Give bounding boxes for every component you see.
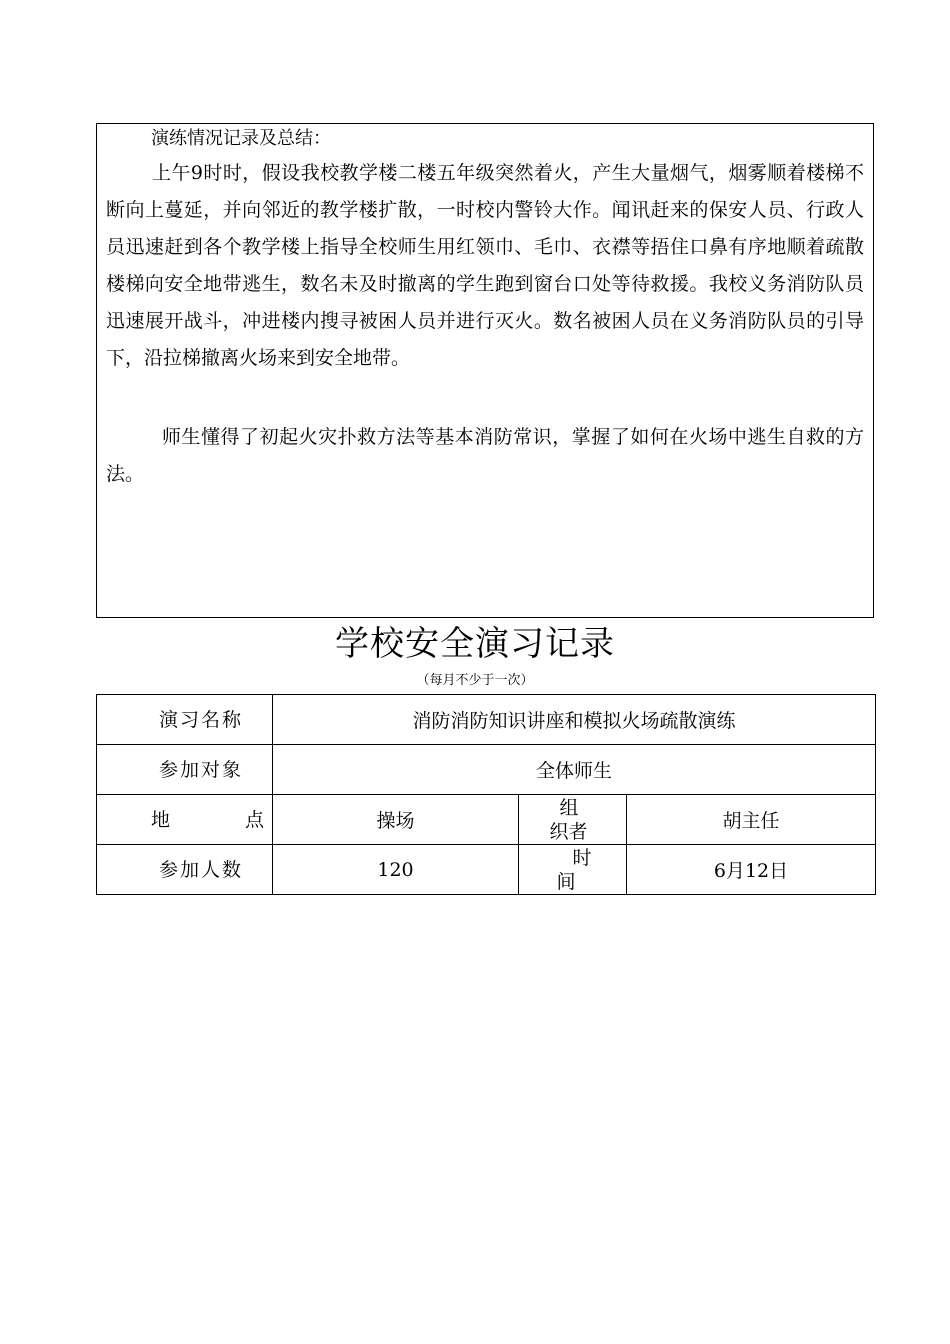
- organizer-label: 组织者: [549, 796, 588, 843]
- drill-name-label: 演习名称: [159, 708, 244, 731]
- time-value: 6月12日: [627, 845, 876, 895]
- table-row: [97, 795, 876, 845]
- location-value: 操场: [273, 795, 519, 845]
- location-label-char-2: 点: [244, 808, 264, 831]
- drill-name-label-cell: [97, 695, 273, 745]
- participants-label: 参加对象: [159, 758, 244, 781]
- record-title: 学校安全演习记录: [335, 624, 615, 664]
- drill-record-table: [96, 694, 876, 895]
- location-label-cell: [97, 795, 273, 845]
- headcount-value: 120: [273, 845, 519, 895]
- headcount-label: 参加人数: [159, 858, 244, 881]
- location-label-char-1: 地: [151, 808, 171, 831]
- drill-summary-box: [96, 123, 874, 618]
- time-label-cell: [519, 845, 627, 895]
- time-label: 时间: [556, 846, 592, 893]
- record-subtitle: （每月不少于一次）: [416, 673, 534, 688]
- participants-label-cell: [97, 745, 273, 795]
- location-label: [97, 808, 272, 832]
- summary-heading: 演练情况记录及总结：: [151, 128, 331, 149]
- organizer-label-cell: [519, 795, 627, 845]
- participants-value: 全体师生: [273, 745, 876, 795]
- table-row: [97, 845, 876, 895]
- table-row: [97, 745, 876, 795]
- organizer-value: 胡主任: [627, 795, 876, 845]
- summary-paragraph-1: 上午9时时，假设我校教学楼二楼五年级突然着火，产生大量烟气，烟雾顺着楼梯不断向上蔓延，并向邻近的教学楼扩散，一时校内警铃大作。闻讯赶来的保安人员、行政人员迅速赶到各个教学楼上指导全校师生用红领巾、毛巾、衣襟等捂住口鼻有序地顺着疏散楼梯向安全地带逃生，数名未及时撤离的学生跑到窗台口处等待救援。我校义务消防队员迅速展开战斗，冲进楼内搜寻被困人员并进行灭火。数名被困人员在义务消防队员的引导下，沿拉梯撤离火场来到安全地带。: [106, 162, 864, 369]
- table-row: [97, 695, 876, 745]
- summary-paragraph-2: 师生懂得了初起火灾扑救方法等基本消防常识，掌握了如何在火场中逃生自救的方法。: [106, 426, 864, 485]
- headcount-label-cell: [97, 845, 273, 895]
- drill-name-value: 消防消防知识讲座和模拟火场疏散演练: [273, 695, 876, 745]
